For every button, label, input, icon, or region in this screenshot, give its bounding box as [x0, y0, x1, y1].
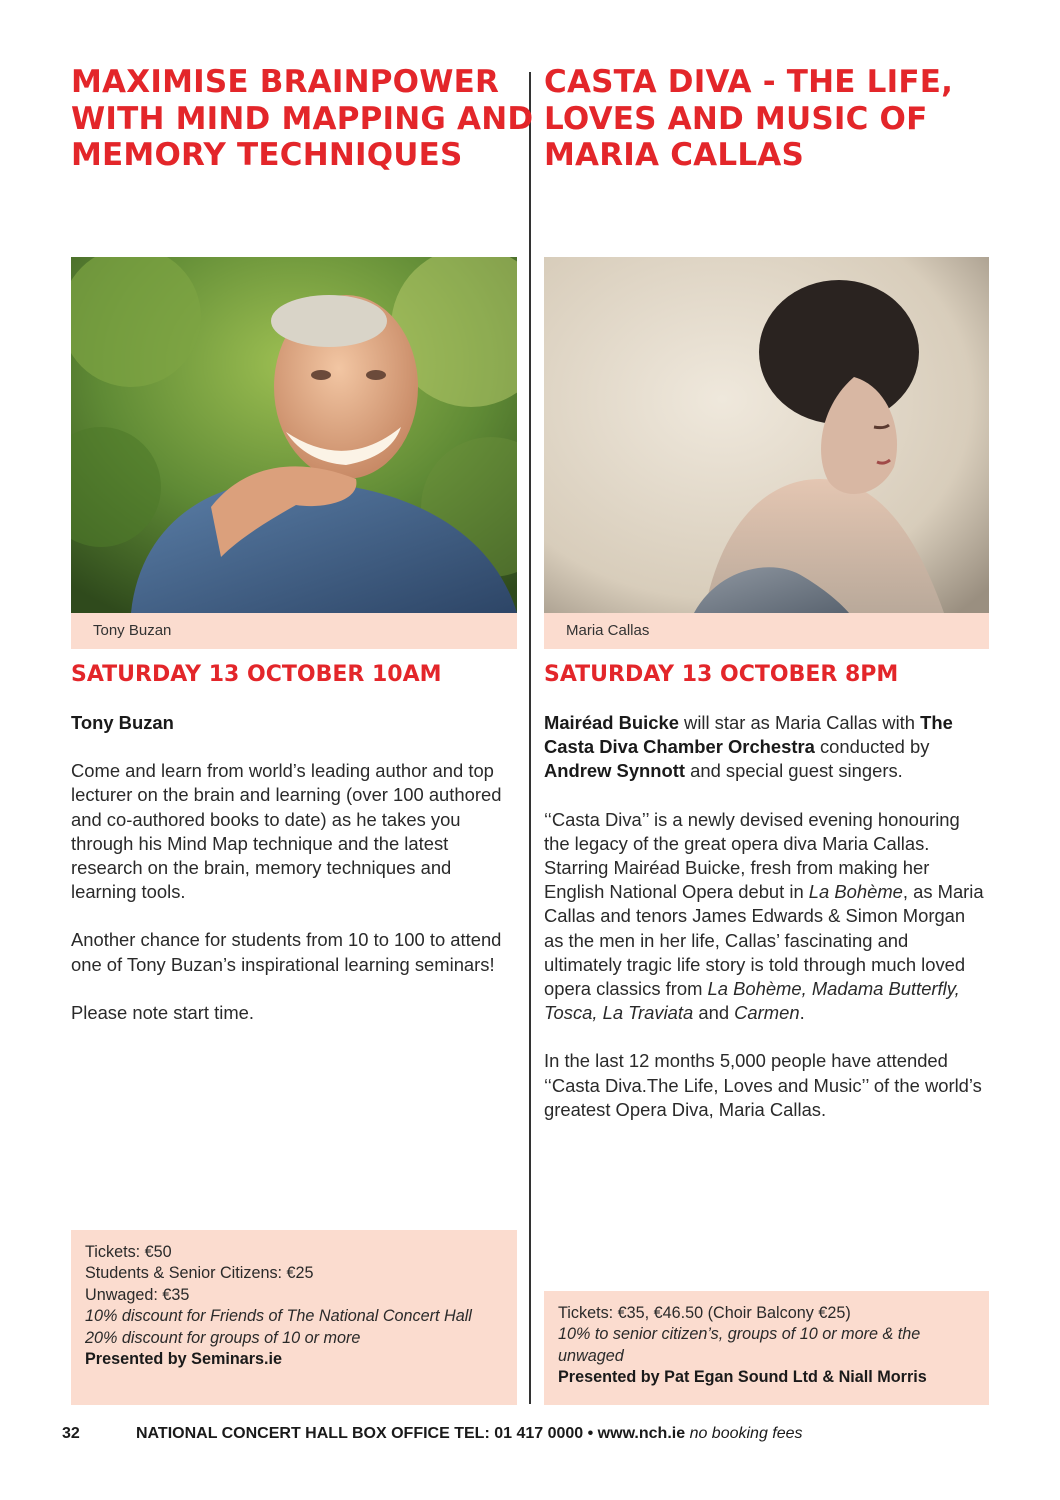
portrait-photo: [544, 257, 989, 613]
description-paragraph: Please note start time.: [71, 1001, 254, 1023]
ticket-price: Tickets: €35, €46.50 (Choir Balcony €25): [558, 1304, 851, 1322]
text-run: will star as Maria Callas with: [678, 712, 921, 733]
ticket-discount: 10% discount for Friends of The National Concert Hall: [85, 1307, 472, 1326]
portrait-photo: [71, 257, 517, 613]
ticket-unwaged: Unwaged: €35: [85, 1285, 190, 1304]
description-paragraph: Come and learn from world’s leading author and top lecturer on the brain and learning (over 100 authored and co-authored books to date) as he takes you through his Mind Map technique and the latest research on the brain, memory techniques and learning tools.: [71, 760, 502, 903]
ticket-price: Tickets: €50: [85, 1243, 172, 1261]
presented-by: Presented by Seminars.ie: [85, 1350, 283, 1369]
tony-buzan-photo: [71, 257, 517, 613]
text-run: .: [799, 1002, 805, 1024]
opera-title: La Bohème: [808, 881, 903, 903]
text-run: , as Maria Callas and tenors James Edwards & Simon Morgan as the men in her life, Callas’ fascinating and ultimately tragic life story is told through much loved opera classics from: [544, 881, 984, 1000]
ticket-info-panel: [544, 1291, 989, 1405]
performer-name: Mairéad Buicke: [544, 712, 679, 733]
photo-caption: Maria Callas: [544, 613, 989, 649]
presenter-name: Tony Buzan: [71, 712, 174, 733]
text-run: conducted by: [814, 736, 930, 758]
ticket-group-discount: 20% discount for groups of 10 or more: [85, 1328, 361, 1347]
ticket-discount: 10% to senior citizen’s, groups of 10 or more & the unwaged: [558, 1325, 921, 1365]
text-run: and: [693, 1002, 735, 1024]
text-run: and special guest singers.: [685, 760, 903, 782]
event-description: [71, 711, 517, 1049]
orchestra-name: The Casta Diva Chamber Orchestra: [544, 712, 953, 758]
column-divider: [529, 72, 531, 1404]
page-number: 32: [62, 1425, 80, 1442]
opera-titles: La Bohème, Madama Butterfly, Tosca, La Traviata: [544, 978, 960, 1024]
description-paragraph: [544, 808, 989, 1026]
description-paragraph: Another chance for students from 10 to 100 to attend one of Tony Buzan’s inspirational learning seminars!: [71, 929, 502, 975]
event-title: CASTA DIVA - THE LIFE, LOVES AND MUSIC OF MARIA CALLAS: [544, 64, 954, 173]
description-paragraph: [544, 711, 989, 784]
event-title: MAXIMISE BRAINPOWER WITH MIND MAPPING AND MEMORY TECHNIQUES: [71, 64, 534, 173]
conductor-name: Andrew Synnott: [544, 760, 685, 782]
page-footer: [62, 1422, 1022, 1446]
box-office-info: NATIONAL CONCERT HALL BOX OFFICE TEL: 01 417 0000 • www.nch.ie: [136, 1425, 686, 1442]
opera-title: Carmen: [734, 1002, 800, 1024]
maria-callas-photo: [544, 257, 989, 613]
no-fees-note: no booking fees: [689, 1425, 803, 1442]
event-date: SATURDAY 13 OCTOBER 8PM: [544, 662, 899, 687]
event-description: [544, 711, 989, 1146]
ticket-info-panel: [71, 1230, 517, 1405]
event-date: SATURDAY 13 OCTOBER 10AM: [71, 662, 442, 687]
text-run: ‘‘Casta Diva’’ is a newly devised evening honouring the legacy of the great opera diva Maria Callas. Starring Mairéad Buicke, fresh from making her English National Opera debut in: [544, 808, 960, 903]
description-paragraph: In the last 12 months 5,000 people have attended ‘‘Casta Diva.The Life, Loves and Music’’ of the world’s greatest Opera Diva, Maria Callas.: [544, 1050, 982, 1120]
ticket-concession: Students & Senior Citizens: €25: [85, 1264, 314, 1283]
presented-by: Presented by Pat Egan Sound Ltd & Niall Morris: [558, 1368, 927, 1387]
photo-caption: Tony Buzan: [71, 613, 517, 649]
